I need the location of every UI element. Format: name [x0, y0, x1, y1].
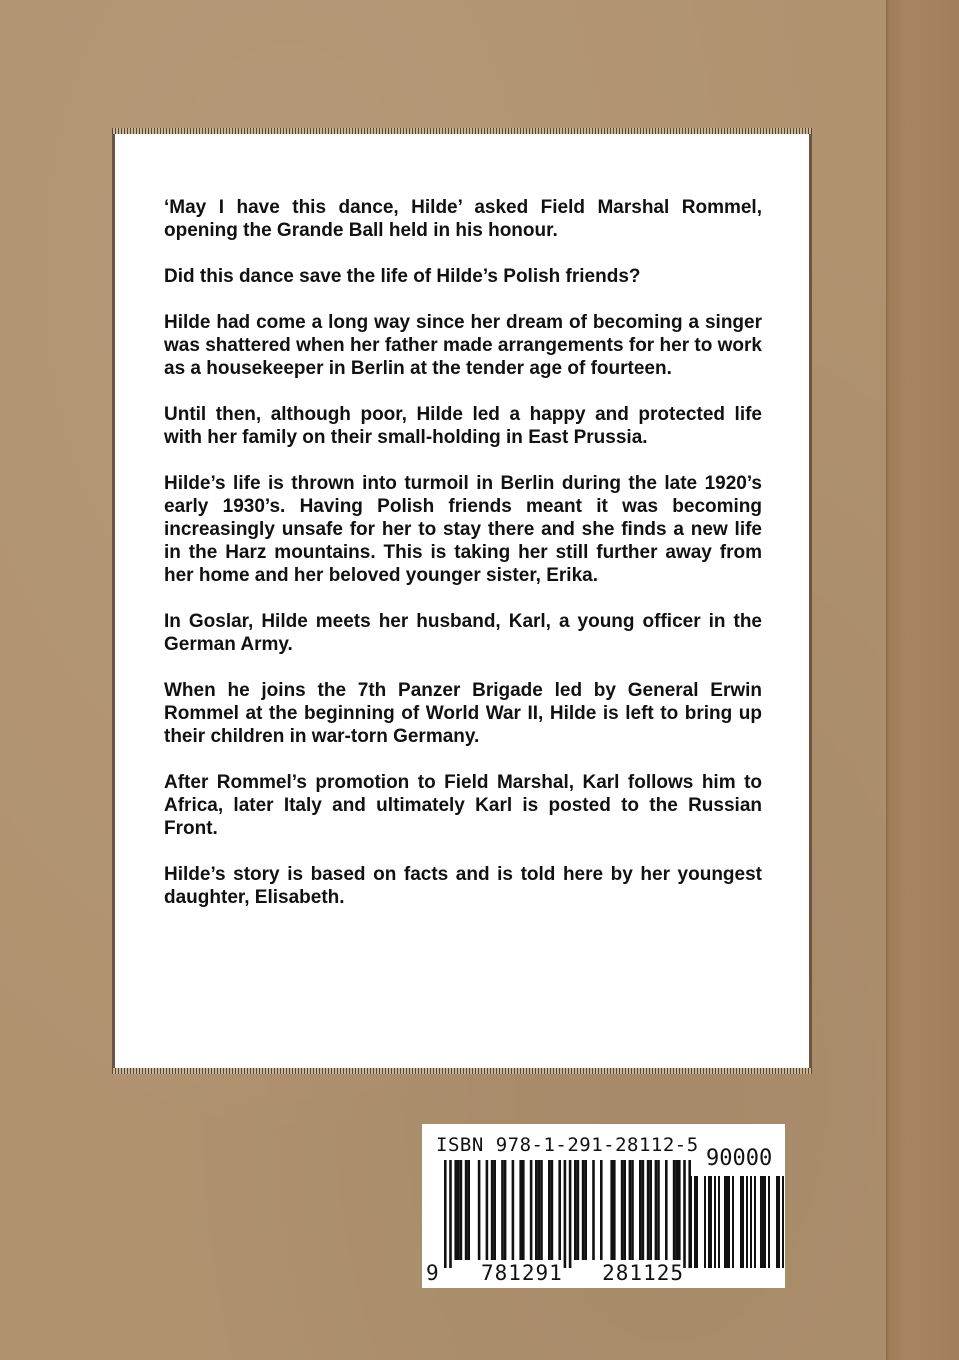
barcode-left-digits: 781291: [480, 1261, 563, 1285]
ean13-bars: [444, 1160, 691, 1268]
blurb-paragraph-8: After Rommel’s promotion to Field Marshal, Karl follows him to Africa, later Italy and ultimately Karl is posted to the Russian Front.: [164, 772, 762, 839]
barcode-bar: [449, 1160, 452, 1268]
addon-bar: [718, 1176, 720, 1268]
addon-bar: [754, 1176, 756, 1268]
barcode-bar: [551, 1160, 554, 1260]
addon-bar: [696, 1176, 698, 1268]
blurb-paragraph-5: Hilde’s life is thrown into turmoil in Berlin during the late 1920’s early 1930’s. Having Polish friends meant it was becoming increasingly unsafe for her to stay there and she finds a new life in the Harz mountains. This is taking her still further away from her home and her beloved younger sister, Erika.: [164, 473, 762, 586]
addon-bar: [768, 1176, 770, 1268]
barcode-bar: [574, 1160, 577, 1260]
barcode-bar: [478, 1160, 481, 1260]
blurb-panel: [112, 128, 812, 1074]
barcode-bar: [457, 1160, 460, 1260]
blurb-paragraph-1: ‘May I have this dance, Hilde’ asked Field Marshal Rommel, opening the Grande Ball held in his honour.: [164, 197, 762, 241]
barcode-bar: [512, 1160, 515, 1260]
addon-bar: [764, 1176, 766, 1268]
barcode-lead-digit: 9: [426, 1261, 440, 1285]
barcode-bar: [569, 1160, 572, 1268]
barcode-bar: [647, 1160, 650, 1260]
barcode-bar: [538, 1160, 541, 1260]
addon-bar: [782, 1176, 784, 1268]
addon-bar: [726, 1176, 728, 1268]
barcode-bar: [535, 1160, 538, 1260]
addon-bar: [740, 1176, 742, 1268]
barcode-bar: [504, 1160, 507, 1260]
blurb-paragraph-3: Hilde had come a long way since her dream of becoming a singer was shattered when her father made arrangements for her to work as a housekeeper in Berlin at the tender age of fourteen.: [164, 312, 762, 379]
blurb-text: [164, 196, 762, 932]
barcode-bar: [657, 1160, 660, 1260]
addon-bar: [776, 1176, 778, 1268]
addon-bar: [714, 1176, 716, 1268]
barcode-bar: [558, 1160, 561, 1260]
barcode-bar: [582, 1160, 585, 1260]
price-code: 90000: [706, 1146, 773, 1171]
barcode-bar: [493, 1160, 496, 1260]
addon-bar: [694, 1176, 696, 1268]
addon-bar: [760, 1176, 762, 1268]
barcode-bar: [486, 1160, 489, 1260]
barcode-bar: [540, 1160, 543, 1260]
barcode-bar: [530, 1160, 533, 1260]
barcode-bar: [444, 1160, 447, 1268]
addon-bar: [778, 1176, 780, 1268]
barcode-bar: [592, 1160, 595, 1260]
addon-bar: [690, 1176, 692, 1268]
addon-bar: [732, 1176, 734, 1268]
addon-bar: [762, 1176, 764, 1268]
addon-bars: [690, 1176, 784, 1268]
addon-bar: [746, 1176, 748, 1268]
barcode-bar: [454, 1160, 457, 1260]
barcode-digits: [426, 1261, 684, 1285]
blurb-paragraph-9: Hilde’s story is based on facts and is told here by her youngest daughter, Elisabeth.: [164, 864, 762, 908]
blurb-paragraph-7: When he joins the 7th Panzer Brigade led by General Erwin Rommel at the beginning of World War II, Hilde is left to bring up their children in war-torn Germany.: [164, 680, 762, 747]
blurb-paragraph-2: Did this dance save the life of Hilde’s Polish friends?: [164, 266, 641, 287]
blurb-paragraph-4: Until then, although poor, Hilde led a happy and protected life with her family on their small-holding in East Prussia.: [164, 404, 762, 448]
barcode-bar: [649, 1160, 652, 1260]
addon-bar: [742, 1176, 744, 1268]
barcode-bar: [683, 1160, 686, 1268]
barcode-bar: [665, 1160, 668, 1260]
barcode-bar: [460, 1160, 463, 1260]
addon-bar: [710, 1176, 712, 1268]
barcode-bar: [501, 1160, 504, 1260]
barcode-bar: [675, 1160, 678, 1260]
barcode-bar: [564, 1160, 567, 1268]
addon-bar: [724, 1176, 726, 1268]
barcode-bar: [465, 1160, 468, 1260]
barcode-bar: [584, 1160, 587, 1260]
barcode-bar: [655, 1160, 658, 1260]
barcode-bar: [600, 1160, 603, 1260]
book-spine-edge: [886, 0, 959, 1360]
barcode-bar: [642, 1160, 645, 1260]
barcode-bar: [610, 1160, 613, 1260]
barcode-bar: [522, 1160, 525, 1260]
barcode-bar: [491, 1160, 494, 1260]
addon-bar: [728, 1176, 730, 1268]
barcode-bar: [519, 1160, 522, 1260]
barcode-bar: [467, 1160, 470, 1260]
addon-bar: [708, 1176, 710, 1268]
addon-bar: [750, 1176, 752, 1268]
blurb-paragraph-6: In Goslar, Hilde meets her husband, Karl, a young officer in the German Army.: [164, 611, 762, 655]
isbn-barcode: [422, 1124, 785, 1288]
barcode-right-digits: 281125: [602, 1261, 684, 1285]
barcode-bar: [629, 1160, 632, 1260]
barcode-bar: [548, 1160, 551, 1260]
barcode-bar: [631, 1160, 634, 1260]
barcode-bar: [613, 1160, 616, 1260]
barcode-bar: [678, 1160, 681, 1260]
barcode-bar: [623, 1160, 626, 1260]
addon-bar: [704, 1176, 706, 1268]
isbn-label: ISBN 978-1-291-28112-5: [436, 1134, 699, 1156]
barcode-bar: [639, 1160, 642, 1260]
barcode-bar: [621, 1160, 624, 1260]
barcode-bar: [577, 1160, 580, 1260]
barcode-bar: [673, 1160, 676, 1260]
